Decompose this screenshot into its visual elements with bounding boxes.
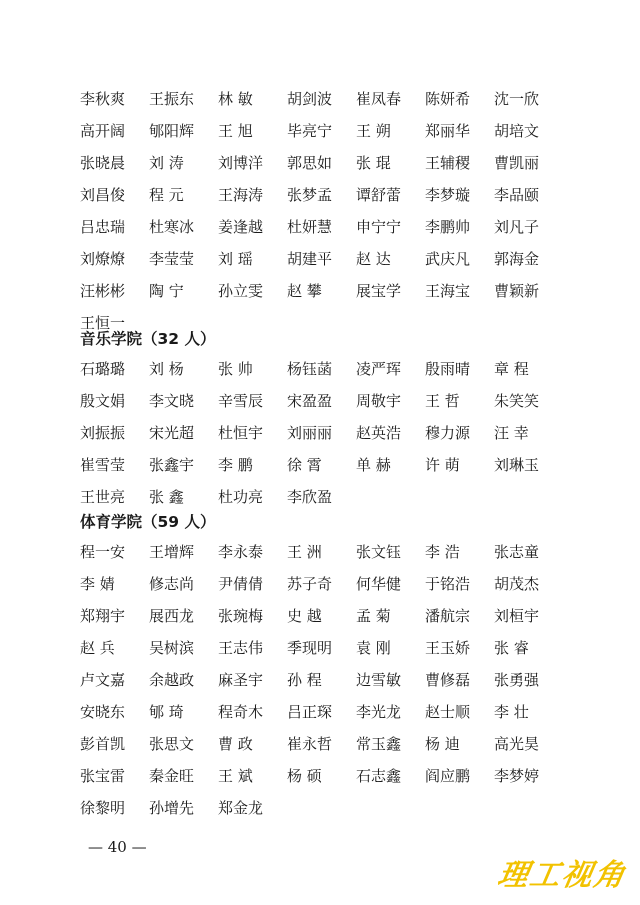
- person-name: 姜逢越: [218, 218, 264, 236]
- person-name: 赵 兵: [80, 639, 115, 657]
- person-name: 李梦璇: [425, 186, 471, 204]
- watermark-logo: [495, 859, 629, 893]
- person-name: 程 元: [149, 186, 184, 204]
- name-row: [80, 89, 560, 121]
- name-row: [80, 121, 560, 153]
- person-name: 穆力源: [425, 424, 471, 442]
- person-name: 王世亮: [80, 488, 126, 506]
- person-name: 朱笑笑: [494, 392, 540, 410]
- person-name: 孟 菊: [356, 607, 391, 625]
- name-row: [80, 153, 560, 185]
- person-name: 高开阔: [80, 122, 126, 140]
- name-row: [80, 606, 560, 638]
- person-name: 徐 霄: [287, 456, 322, 474]
- person-name: 汪彬彬: [80, 282, 126, 300]
- person-name: 何华健: [356, 575, 402, 593]
- person-name: 吕忠瑞: [80, 218, 126, 236]
- person-name: 程奇木: [218, 703, 264, 721]
- name-row: [80, 798, 560, 830]
- person-name: 毕亮宁: [287, 122, 333, 140]
- person-name: 杨钰菡: [287, 360, 333, 378]
- name-row: [80, 281, 560, 313]
- person-name: 李秋爽: [80, 90, 126, 108]
- person-name: 张文钰: [356, 543, 402, 561]
- person-name: 刘丽丽: [287, 424, 333, 442]
- person-name: 殷文娟: [80, 392, 126, 410]
- person-name: 凌严珲: [356, 360, 402, 378]
- person-name: 宋盈盈: [287, 392, 333, 410]
- person-name: 彭首凯: [80, 735, 126, 753]
- person-name: 石璐璐: [80, 360, 126, 378]
- person-name: 李文晓: [149, 392, 195, 410]
- person-name: 杨 硕: [287, 767, 322, 785]
- person-name: 王 哲: [425, 392, 460, 410]
- person-name: 林 敏: [218, 90, 253, 108]
- person-name: 孙增先: [149, 799, 195, 817]
- person-name: 卢文嘉: [80, 671, 126, 689]
- name-row: [80, 702, 560, 734]
- person-name: 余越政: [149, 671, 195, 689]
- person-name: 杜恒宇: [218, 424, 264, 442]
- person-name: 徐黎明: [80, 799, 126, 817]
- name-row: [80, 185, 560, 217]
- person-name: 潘航宗: [425, 607, 471, 625]
- person-name: 阎应鹏: [425, 767, 471, 785]
- person-name: 沈一欣: [494, 90, 540, 108]
- person-name: 袁 刚: [356, 639, 391, 657]
- person-name: 李鹏帅: [425, 218, 471, 236]
- name-list-continued: [80, 89, 560, 345]
- person-name: 刘 涛: [149, 154, 184, 172]
- person-name: 修志尚: [149, 575, 195, 593]
- person-name: 边雪敏: [356, 671, 402, 689]
- person-name: 张琬梅: [218, 607, 264, 625]
- person-name: 辛雪辰: [218, 392, 264, 410]
- person-name: 王 朔: [356, 122, 391, 140]
- name-row: [80, 734, 560, 766]
- person-name: 刘昌俊: [80, 186, 126, 204]
- person-name: 武庆凡: [425, 250, 471, 268]
- person-name: 王海宝: [425, 282, 471, 300]
- person-name: 吕正琛: [287, 703, 333, 721]
- person-name: 张 帅: [218, 360, 253, 378]
- person-name: 杜寒冰: [149, 218, 195, 236]
- name-list-music: [80, 359, 560, 519]
- person-name: 刘桓宇: [494, 607, 540, 625]
- person-name: 赵 攀: [287, 282, 322, 300]
- person-name: 孙 程: [287, 671, 322, 689]
- person-name: 胡建平: [287, 250, 333, 268]
- person-name: 张宝雷: [80, 767, 126, 785]
- section-heading-music: 音乐学院（32 人）: [80, 330, 216, 348]
- person-name: 赵士顺: [425, 703, 471, 721]
- person-name: 王 斌: [218, 767, 253, 785]
- person-name: 吴树滨: [149, 639, 195, 657]
- person-name: 张梦孟: [287, 186, 333, 204]
- name-row: [80, 249, 560, 281]
- person-name: 孙立雯: [218, 282, 264, 300]
- person-name: 崔雪莹: [80, 456, 126, 474]
- person-name: 曹凯丽: [494, 154, 540, 172]
- person-name: 尹倩倩: [218, 575, 264, 593]
- person-name: 李 壮: [494, 703, 529, 721]
- person-name: 杜功亮: [218, 488, 264, 506]
- person-name: 麻圣宇: [218, 671, 264, 689]
- person-name: 张晓晨: [80, 154, 126, 172]
- person-name: 郑丽华: [425, 122, 471, 140]
- person-name: 李 婧: [80, 575, 115, 593]
- person-name: 王志伟: [218, 639, 264, 657]
- person-name: 安晓东: [80, 703, 126, 721]
- person-name: 李品颐: [494, 186, 540, 204]
- name-row: [80, 670, 560, 702]
- person-name: 刘博洋: [218, 154, 264, 172]
- person-name: 胡培文: [494, 122, 540, 140]
- person-name: 张思文: [149, 735, 195, 753]
- person-name: 李 浩: [425, 543, 460, 561]
- person-name: 赵英浩: [356, 424, 402, 442]
- name-row: [80, 359, 560, 391]
- person-name: 李永泰: [218, 543, 264, 561]
- person-name: 王恒一: [80, 314, 126, 332]
- person-name: 周敬宇: [356, 392, 402, 410]
- person-name: 李莹莹: [149, 250, 195, 268]
- person-name: 王 旭: [218, 122, 253, 140]
- person-name: 王辅稷: [425, 154, 471, 172]
- person-name: 常玉鑫: [356, 735, 402, 753]
- name-row: [80, 638, 560, 670]
- name-row: [80, 217, 560, 249]
- person-name: 刘 杨: [149, 360, 184, 378]
- person-name: 王海涛: [218, 186, 264, 204]
- person-name: 刘凡子: [494, 218, 540, 236]
- person-name: 宋光超: [149, 424, 195, 442]
- person-name: 曹颖新: [494, 282, 540, 300]
- person-name: 李欣盈: [287, 488, 333, 506]
- person-name: 刘振振: [80, 424, 126, 442]
- person-name: 单 赫: [356, 456, 391, 474]
- person-name: 秦金旺: [149, 767, 195, 785]
- person-name: 高光昊: [494, 735, 540, 753]
- person-name: 苏子奇: [287, 575, 333, 593]
- page-number: — 40 —: [88, 838, 147, 856]
- name-row: [80, 423, 560, 455]
- person-name: 李光龙: [356, 703, 402, 721]
- name-row: [80, 766, 560, 798]
- watermark-text: 理工视角: [495, 858, 630, 893]
- name-row: [80, 391, 560, 423]
- person-name: 王玉娇: [425, 639, 471, 657]
- person-name: 陶 宁: [149, 282, 184, 300]
- person-name: 曹修磊: [425, 671, 471, 689]
- person-name: 崔永哲: [287, 735, 333, 753]
- person-name: 申宁宁: [356, 218, 402, 236]
- person-name: 张 鑫: [149, 488, 184, 506]
- person-name: 杜妍慧: [287, 218, 333, 236]
- person-name: 胡剑波: [287, 90, 333, 108]
- person-name: 张 琨: [356, 154, 391, 172]
- person-name: 郑翔宇: [80, 607, 126, 625]
- name-list-sports: [80, 542, 560, 830]
- person-name: 陈妍希: [425, 90, 471, 108]
- person-name: 杨 迪: [425, 735, 460, 753]
- person-name: 崔凤春: [356, 90, 402, 108]
- person-name: 张勇强: [494, 671, 540, 689]
- person-name: 许 萌: [425, 456, 460, 474]
- person-name: 郑金龙: [218, 799, 264, 817]
- person-name: 张 睿: [494, 639, 529, 657]
- person-name: 赵 达: [356, 250, 391, 268]
- name-row: [80, 542, 560, 574]
- person-name: 张鑫宇: [149, 456, 195, 474]
- name-row: [80, 574, 560, 606]
- person-name: 刘燎燎: [80, 250, 126, 268]
- person-name: 章 程: [494, 360, 529, 378]
- person-name: 于铭浩: [425, 575, 471, 593]
- person-name: 刘 瑶: [218, 250, 253, 268]
- person-name: 张志童: [494, 543, 540, 561]
- person-name: 汪 幸: [494, 424, 529, 442]
- name-row: [80, 455, 560, 487]
- person-name: 王 洲: [287, 543, 322, 561]
- person-name: 李梦婷: [494, 767, 540, 785]
- person-name: 季现明: [287, 639, 333, 657]
- person-name: 郭海金: [494, 250, 540, 268]
- person-name: 郭思如: [287, 154, 333, 172]
- person-name: 郇阳辉: [149, 122, 195, 140]
- section-heading-sports: 体育学院（59 人）: [80, 513, 216, 531]
- person-name: 王振东: [149, 90, 195, 108]
- person-name: 谭舒蕾: [356, 186, 402, 204]
- person-name: 郇 琦: [149, 703, 184, 721]
- person-name: 程一安: [80, 543, 126, 561]
- person-name: 殷雨晴: [425, 360, 471, 378]
- person-name: 胡茂杰: [494, 575, 540, 593]
- person-name: 史 越: [287, 607, 322, 625]
- person-name: 石志鑫: [356, 767, 402, 785]
- person-name: 展西龙: [149, 607, 195, 625]
- person-name: 刘琳玉: [494, 456, 540, 474]
- person-name: 王增辉: [149, 543, 195, 561]
- person-name: 曹 政: [218, 735, 253, 753]
- person-name: 展宝学: [356, 282, 402, 300]
- person-name: 李 鹏: [218, 456, 253, 474]
